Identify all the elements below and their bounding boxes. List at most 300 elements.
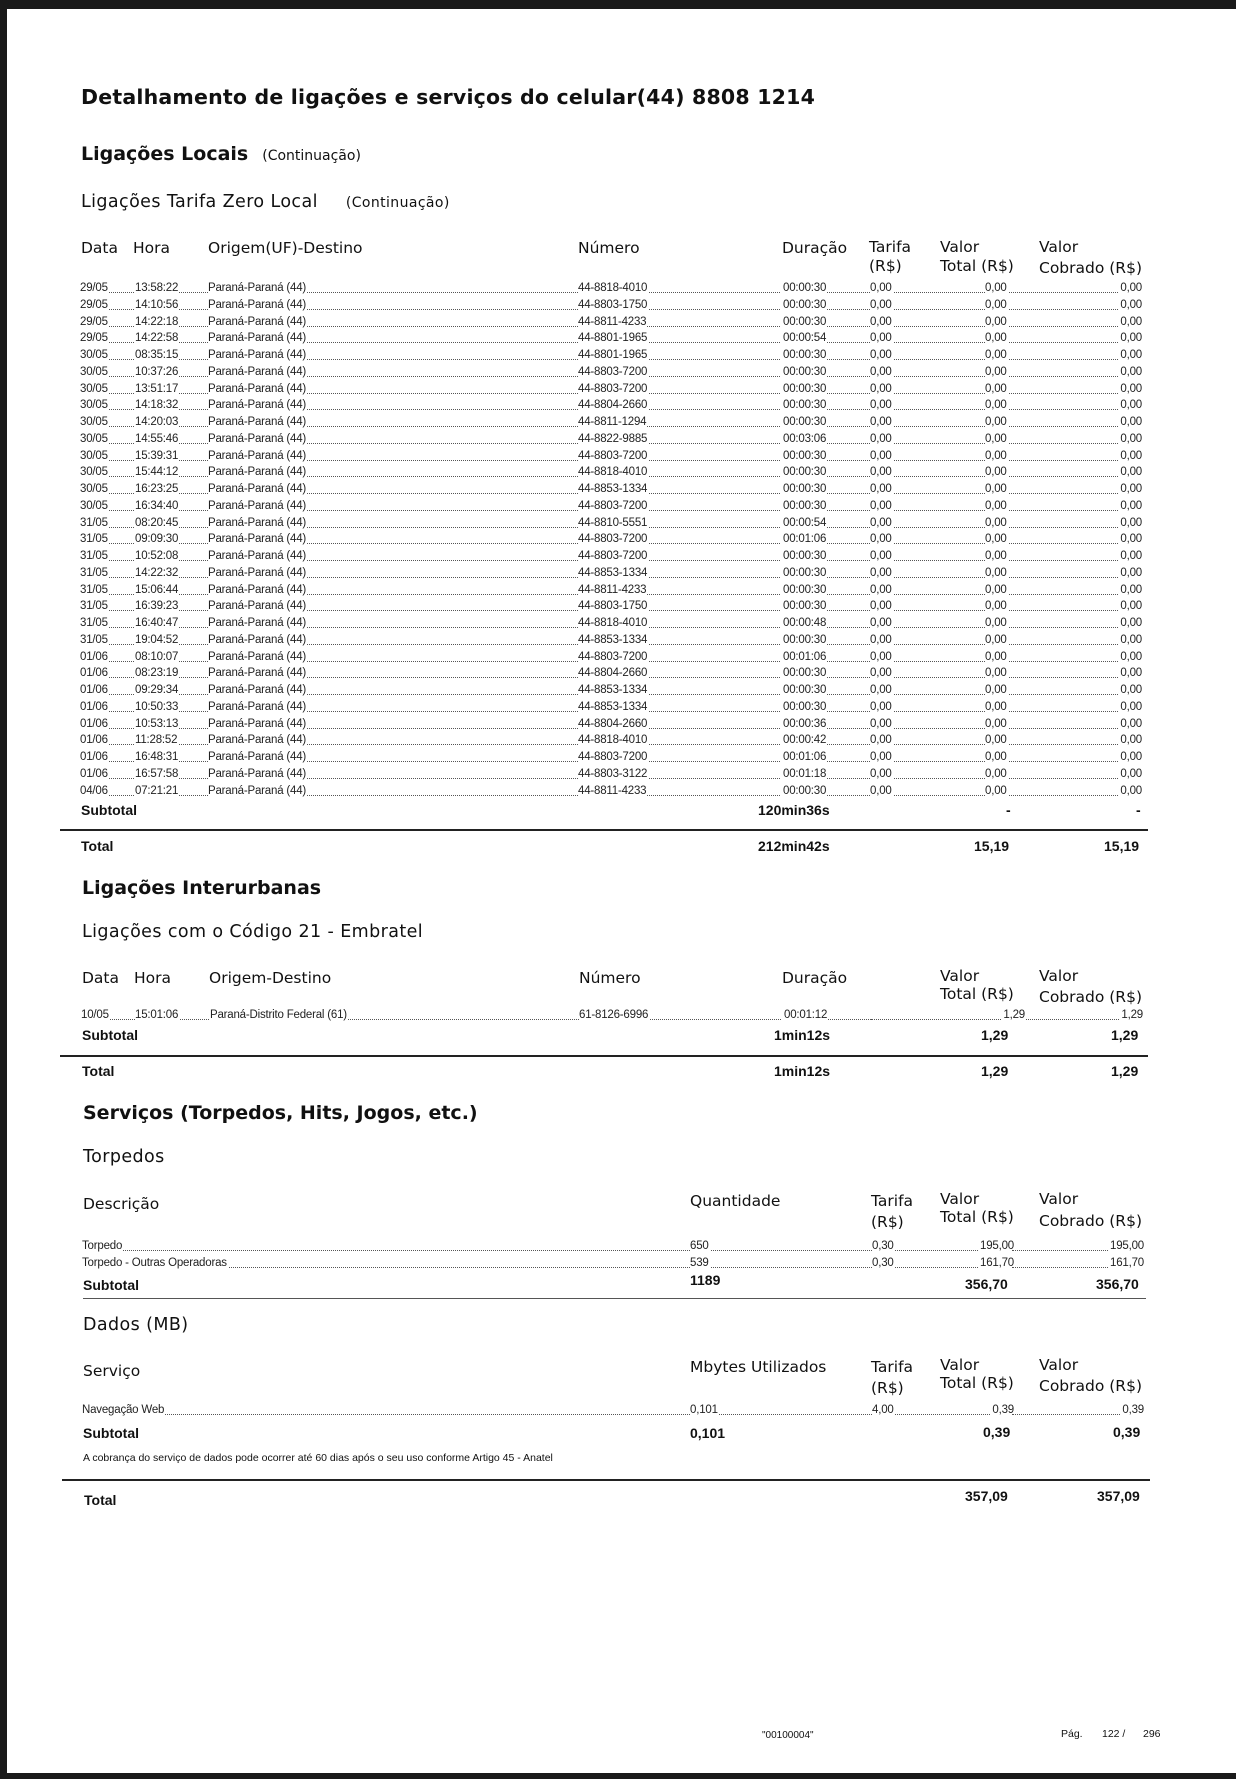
call-time: 14:22:58 <box>135 332 179 345</box>
call-origin-dest: Paraná-Paraná (44) <box>208 416 307 428</box>
call-tarifa: 0,00 <box>870 449 892 462</box>
torpedos-header-valor-total: Valor <box>940 1190 980 1208</box>
call-date: 30/05 <box>80 399 108 412</box>
torpedos-header-valor-cobrado-unit: Cobrado (R$) <box>1039 1212 1142 1230</box>
calls-row <box>80 347 1142 364</box>
header-duracao: Duração <box>782 239 848 257</box>
local-subtotal-valor-cobrado: - <box>1136 802 1141 818</box>
calls-row <box>80 481 1142 498</box>
call-number: 44-8803-7200 <box>578 550 648 562</box>
calls-row <box>80 515 1142 532</box>
call-number: 44-8822-9885 <box>578 432 648 445</box>
dados-note: A cobrança do serviço de dados pode ocorrer até 60 dias após o seu uso conforme Artigo 45 - Anatel <box>83 1452 553 1464</box>
dot-leader <box>135 694 600 695</box>
dot-leader <box>135 527 600 528</box>
call-valor-cobrado: 0,00 <box>1120 449 1142 462</box>
call-tarifa: 0,00 <box>870 483 892 495</box>
call-origin-dest: Paraná-Paraná (44) <box>208 365 307 378</box>
call-tarifa: 0,00 <box>870 566 892 579</box>
call-origin-dest: Paraná-Paraná (44) <box>208 533 307 546</box>
call-time: 14:22:18 <box>135 315 179 328</box>
call-origin-dest: Paraná-Paraná (44) <box>208 483 307 495</box>
call-origin-dest: Paraná-Paraná (44) <box>208 617 307 629</box>
call-tarifa: 0,00 <box>870 617 892 629</box>
dot-leader <box>135 594 600 595</box>
call-valor-cobrado: 0,00 <box>1120 315 1142 328</box>
call-time: 16:34:40 <box>135 499 179 512</box>
inter-header-duracao: Duração <box>782 969 848 987</box>
call-tarifa: 0,00 <box>870 349 892 361</box>
call-origin-dest: Paraná-Paraná (44) <box>208 566 307 579</box>
call-time: 09:09:30 <box>135 533 179 546</box>
call-number: 44-8804-2660 <box>578 717 648 730</box>
call-valor-total: 0,00 <box>985 516 1007 529</box>
call-valor-cobrado: 0,00 <box>1120 650 1142 663</box>
call-number: 44-8804-2660 <box>578 667 648 680</box>
call-date: 01/06 <box>80 767 108 780</box>
call-number: 44-8818-4010 <box>578 734 648 747</box>
call-date: 31/05 <box>80 583 108 596</box>
call-time: 10:53:13 <box>135 717 179 730</box>
call-origin-dest: Paraná-Paraná (44) <box>208 650 307 663</box>
call-number: 44-8803-7200 <box>578 650 648 663</box>
calls-row <box>80 732 1142 749</box>
call-valor-total: 0,00 <box>985 767 1007 780</box>
call-valor-cobrado: 0,00 <box>1120 382 1142 395</box>
inter-header-hora: Hora <box>134 969 172 987</box>
call-valor-total: 0,00 <box>985 432 1007 445</box>
dot-leader <box>135 1019 601 1020</box>
call-valor-cobrado: 0,00 <box>1120 416 1142 428</box>
call-time: 14:20:03 <box>135 416 179 428</box>
call-tarifa: 0,00 <box>870 466 892 479</box>
inter-header-valor-total: Valor <box>940 967 980 985</box>
dados-header-valor-total-unit: Total (R$) <box>940 1374 1014 1392</box>
call-number: 44-8803-1750 <box>578 600 648 613</box>
call-duration: 00:00:30 <box>783 365 827 378</box>
calls-row <box>80 314 1142 331</box>
calls-row <box>80 632 1142 649</box>
call-tarifa: 0,00 <box>870 298 892 311</box>
call-valor-total: 0,00 <box>985 315 1007 328</box>
call-time: 14:55:46 <box>135 432 179 445</box>
calls-row <box>80 716 1142 733</box>
dot-leader <box>135 342 600 343</box>
call-tarifa: 0,00 <box>870 583 892 596</box>
call-number: 44-8803-7200 <box>578 365 648 378</box>
call-valor-cobrado: 0,00 <box>1120 617 1142 629</box>
call-valor-total: 0,00 <box>985 298 1007 311</box>
inter-total-valor-total: 1,29 <box>981 1063 1009 1079</box>
call-date: 30/05 <box>80 349 108 361</box>
call-tarifa: 0,00 <box>870 700 892 713</box>
calls-row <box>80 749 1142 766</box>
dot-leader <box>135 376 600 377</box>
dados-valor-cobrado: 0,39 <box>1122 1404 1144 1416</box>
call-valor-cobrado: 0,00 <box>1120 298 1142 311</box>
section-inter-title: Ligações Interurbanas <box>82 877 322 899</box>
call-number: 44-8853-1334 <box>578 633 648 646</box>
dot-leader <box>135 644 600 645</box>
section-services-title: Serviços (Torpedos, Hits, Jogos, etc.) <box>83 1102 478 1124</box>
calls-row <box>80 297 1142 314</box>
call-number: 44-8810-5551 <box>578 516 648 529</box>
inter-header-valor-total-unit: Total (R$) <box>940 985 1014 1003</box>
call-duration: 00:00:36 <box>783 717 827 730</box>
call-valor-cobrado: 0,00 <box>1120 332 1142 345</box>
call-valor-total: 0,00 <box>985 332 1007 345</box>
call-number: 44-8803-7200 <box>578 751 648 763</box>
call-origin-dest: Paraná-Paraná (44) <box>208 282 307 294</box>
call-duration: 00:00:54 <box>783 516 827 529</box>
dot-leader <box>135 560 600 561</box>
call-valor-cobrado: 0,00 <box>1120 784 1142 797</box>
calls-row <box>80 381 1142 398</box>
inter-header-numero: Número <box>579 969 641 987</box>
call-number: 44-8853-1334 <box>578 566 648 579</box>
call-date: 31/05 <box>80 633 108 646</box>
dados-header-servico: Serviço <box>83 1362 141 1380</box>
call-date: 01/06 <box>80 684 108 696</box>
local-subtotal-valor-total: - <box>1006 802 1011 818</box>
calls-row <box>80 498 1142 515</box>
call-origin-dest: Paraná-Paraná (44) <box>208 583 307 596</box>
inter-total-rule <box>60 1055 1148 1057</box>
call-duration: 00:00:30 <box>783 499 827 512</box>
call-date: 01/06 <box>80 700 108 713</box>
call-duration: 00:00:42 <box>783 734 827 747</box>
dot-leader <box>135 761 600 762</box>
dot-leader <box>135 577 600 578</box>
call-duration: 00:00:30 <box>783 382 827 395</box>
call-duration: 00:00:30 <box>783 416 827 428</box>
call-date: 30/05 <box>80 432 108 445</box>
call-time: 16:57:58 <box>135 767 179 780</box>
inter-header-data: Data <box>82 969 120 987</box>
call-valor-total: 0,00 <box>985 600 1007 613</box>
call-valor-cobrado: 0,00 <box>1120 282 1142 294</box>
inter-subtotal-valor-cobrado: 1,29 <box>1111 1027 1139 1043</box>
section-local-title <box>81 143 361 165</box>
call-tarifa: 0,00 <box>870 432 892 445</box>
call-valor-total: 0,00 <box>985 566 1007 579</box>
inter-total-valor-cobrado: 1,29 <box>1111 1063 1139 1079</box>
torpedo-valor-total: 161,70 <box>980 1256 1014 1269</box>
call-valor-cobrado: 0,00 <box>1120 365 1142 378</box>
call-valor-cobrado: 0,00 <box>1120 717 1142 730</box>
scan-border-left <box>0 0 7 1779</box>
call-valor-total: 0,00 <box>985 684 1007 696</box>
call-duration: 00:01:06 <box>783 751 827 763</box>
call-valor-cobrado: 0,00 <box>1120 432 1142 445</box>
call-date: 30/05 <box>80 499 108 512</box>
call-origin-dest: Paraná-Paraná (44) <box>208 550 307 562</box>
dot-leader <box>135 426 600 427</box>
dot-leader <box>135 543 600 544</box>
call-origin-dest: Paraná-Paraná (44) <box>208 600 307 613</box>
call-number: 44-8818-4010 <box>578 466 648 479</box>
call-duration: 00:00:30 <box>783 466 827 479</box>
call-duration: 00:00:30 <box>783 449 827 462</box>
call-tarifa: 0,00 <box>870 516 892 529</box>
call-number: 44-8804-2660 <box>578 399 648 412</box>
dot-leader <box>135 326 600 327</box>
call-valor-cobrado: 0,00 <box>1120 600 1142 613</box>
inter-origin-dest: Paraná-Distrito Federal (61) <box>210 1009 347 1021</box>
torpedos-header-valor-cobrado: Valor <box>1039 1190 1079 1208</box>
dot-leader <box>135 661 600 662</box>
inter-subtotal-valor-total: 1,29 <box>981 1027 1009 1043</box>
call-valor-total: 0,00 <box>985 751 1007 763</box>
call-tarifa: 0,00 <box>870 332 892 345</box>
call-origin-dest: Paraná-Paraná (44) <box>208 499 307 512</box>
call-duration: 00:01:18 <box>783 767 827 780</box>
call-tarifa: 0,00 <box>870 550 892 562</box>
header-valor-total-unit: Total (R$) <box>940 257 1014 275</box>
services-total-valor-total: 357,09 <box>965 1488 1008 1504</box>
call-origin-dest: Paraná-Paraná (44) <box>208 717 307 730</box>
torpedos-row <box>82 1238 1144 1255</box>
call-valor-total: 0,00 <box>985 449 1007 462</box>
inter-row <box>81 1007 1143 1024</box>
local-total-rule <box>60 829 1148 831</box>
services-total-label: Total <box>84 1492 117 1508</box>
call-tarifa: 0,00 <box>870 416 892 428</box>
dot-leader <box>135 778 600 779</box>
call-origin-dest: Paraná-Paraná (44) <box>208 449 307 462</box>
call-valor-total: 0,00 <box>985 784 1007 797</box>
call-origin-dest: Paraná-Paraná (44) <box>208 382 307 395</box>
dot-leader <box>690 1267 872 1268</box>
call-valor-total: 0,00 <box>985 717 1007 730</box>
call-valor-total: 0,00 <box>985 617 1007 629</box>
call-time: 13:51:17 <box>135 382 179 395</box>
inter-subtotal-label: Subtotal <box>82 1027 138 1043</box>
call-origin-dest: Paraná-Paraná (44) <box>208 633 307 646</box>
calls-row <box>80 548 1142 565</box>
call-duration: 00:00:30 <box>783 282 827 294</box>
call-valor-total: 0,00 <box>985 365 1007 378</box>
call-date: 01/06 <box>80 734 108 747</box>
call-date: 31/05 <box>80 617 108 629</box>
call-valor-cobrado: 0,00 <box>1120 516 1142 529</box>
call-duration: 00:00:30 <box>783 700 827 713</box>
torpedos-row <box>82 1255 1144 1272</box>
call-origin-dest: Paraná-Paraná (44) <box>208 332 307 345</box>
dot-leader <box>82 1414 690 1415</box>
torpedos-subtotal-rule <box>83 1298 1146 1299</box>
call-time: 16:23:25 <box>135 483 179 495</box>
call-valor-cobrado: 0,00 <box>1120 633 1142 646</box>
dados-tarifa: 4,00 <box>872 1404 894 1416</box>
inter-total-duracao: 1min12s <box>774 1063 831 1079</box>
call-valor-cobrado: 0,00 <box>1120 734 1142 747</box>
inter-header-origem: Origem-Destino <box>209 969 332 987</box>
call-origin-dest: Paraná-Paraná (44) <box>208 349 307 361</box>
calls-row <box>80 615 1142 632</box>
inter-header-valor-cobrado: Valor <box>1039 967 1079 985</box>
call-duration: 00:00:30 <box>783 349 827 361</box>
call-tarifa: 0,00 <box>870 667 892 680</box>
call-date: 31/05 <box>80 600 108 613</box>
inter-date: 10/05 <box>81 1009 109 1021</box>
call-number: 44-8803-3122 <box>578 767 648 780</box>
call-date: 04/06 <box>80 784 108 797</box>
call-duration: 00:00:30 <box>783 298 827 311</box>
call-duration: 00:03:06 <box>783 432 827 445</box>
torpedos-subtotal-label: Subtotal <box>83 1277 139 1293</box>
calls-row <box>80 364 1142 381</box>
call-duration: 00:00:30 <box>783 583 827 596</box>
call-valor-total: 0,00 <box>985 416 1007 428</box>
call-valor-total: 0,00 <box>985 734 1007 747</box>
call-valor-total: 0,00 <box>985 700 1007 713</box>
call-valor-cobrado: 0,00 <box>1120 466 1142 479</box>
call-tarifa: 0,00 <box>870 399 892 412</box>
call-valor-total: 0,00 <box>985 282 1007 294</box>
call-duration: 00:01:06 <box>783 650 827 663</box>
call-duration: 00:00:30 <box>783 600 827 613</box>
subsection-torpedos-title: Torpedos <box>83 1147 165 1167</box>
call-duration: 00:00:54 <box>783 332 827 345</box>
call-valor-cobrado: 0,00 <box>1120 550 1142 562</box>
call-origin-dest: Paraná-Paraná (44) <box>208 466 307 479</box>
subsection-zero-title <box>81 192 450 212</box>
call-valor-cobrado: 0,00 <box>1120 583 1142 596</box>
call-date: 29/05 <box>80 282 108 294</box>
call-time: 10:37:26 <box>135 365 179 378</box>
torpedos-subtotal-quantidade: 1189 <box>690 1272 721 1288</box>
call-valor-total: 0,00 <box>985 466 1007 479</box>
call-origin-dest: Paraná-Paraná (44) <box>208 432 307 445</box>
call-duration: 00:00:30 <box>783 399 827 412</box>
calls-row <box>80 598 1142 615</box>
call-valor-cobrado: 0,00 <box>1120 533 1142 546</box>
call-valor-cobrado: 0,00 <box>1120 483 1142 495</box>
call-valor-cobrado: 0,00 <box>1120 349 1142 361</box>
call-date: 30/05 <box>80 365 108 378</box>
call-time: 15:39:31 <box>135 449 179 462</box>
call-date: 01/06 <box>80 717 108 730</box>
dados-subtotal-valor-total: 0,39 <box>983 1424 1011 1440</box>
call-valor-total: 0,00 <box>985 399 1007 412</box>
call-valor-total: 0,00 <box>985 382 1007 395</box>
call-tarifa: 0,00 <box>870 315 892 328</box>
call-time: 08:20:45 <box>135 516 179 529</box>
call-date: 31/05 <box>80 516 108 529</box>
footer-page-num: 122 / <box>1102 1728 1126 1740</box>
header-data: Data <box>81 239 119 257</box>
dot-leader <box>135 292 600 293</box>
header-origem: Origem(UF)-Destino <box>208 239 363 257</box>
call-number: 44-8811-1294 <box>578 416 647 428</box>
torpedos-header-tarifa: Tarifa <box>871 1192 914 1210</box>
call-time: 10:52:08 <box>135 550 179 562</box>
call-origin-dest: Paraná-Paraná (44) <box>208 767 307 780</box>
calls-row <box>80 766 1142 783</box>
calls-row <box>80 783 1142 800</box>
call-time: 08:10:07 <box>135 650 179 663</box>
inter-header-valor-cobrado-unit: Cobrado (R$) <box>1039 988 1142 1006</box>
inter-valor-total: 1,29 <box>1003 1009 1025 1021</box>
call-tarifa: 0,00 <box>870 717 892 730</box>
torpedos-header-valor-total-unit: Total (R$) <box>940 1208 1014 1226</box>
call-origin-dest: Paraná-Paraná (44) <box>208 667 307 680</box>
call-number: 44-8853-1334 <box>578 700 648 713</box>
calls-row <box>80 448 1142 465</box>
call-time: 09:29:34 <box>135 684 179 696</box>
call-number: 44-8818-4010 <box>578 282 648 294</box>
calls-row <box>80 649 1142 666</box>
call-time: 08:23:19 <box>135 667 179 680</box>
call-tarifa: 0,00 <box>870 751 892 763</box>
dot-leader <box>135 510 600 511</box>
call-valor-cobrado: 0,00 <box>1120 767 1142 780</box>
call-duration: 00:00:30 <box>783 633 827 646</box>
scan-border-bottom <box>0 1773 1236 1779</box>
call-tarifa: 0,00 <box>870 382 892 395</box>
torpedos-header-descricao: Descrição <box>83 1195 160 1213</box>
header-valor-total: Valor <box>940 238 980 256</box>
call-tarifa: 0,00 <box>870 499 892 512</box>
call-number: 44-8803-7200 <box>578 449 648 462</box>
call-valor-total: 0,00 <box>985 499 1007 512</box>
call-number: 44-8803-1750 <box>578 298 648 311</box>
call-time: 16:39:23 <box>135 600 179 613</box>
dot-leader <box>135 493 600 494</box>
header-valor-cobrado: Valor <box>1039 238 1079 256</box>
call-date: 29/05 <box>80 332 108 345</box>
section-local-cont: (Continuação) <box>262 148 361 164</box>
call-tarifa: 0,00 <box>870 650 892 663</box>
page-title: Detalhamento de ligações e serviços do celular(44) 8808 1214 <box>81 85 816 109</box>
dados-subtotal-mbytes: 0,101 <box>690 1425 726 1441</box>
call-origin-dest: Paraná-Paraná (44) <box>208 684 307 696</box>
call-number: 44-8803-7200 <box>578 382 648 395</box>
call-number: 44-8803-7200 <box>578 533 648 546</box>
call-valor-total: 0,00 <box>985 583 1007 596</box>
call-date: 30/05 <box>80 449 108 462</box>
torpedo-valor-cobrado: 195,00 <box>1110 1240 1144 1252</box>
call-valor-cobrado: 0,00 <box>1120 499 1142 512</box>
call-origin-dest: Paraná-Paraná (44) <box>208 784 307 797</box>
call-date: 30/05 <box>80 382 108 395</box>
call-time: 16:40:47 <box>135 617 179 629</box>
call-tarifa: 0,00 <box>870 633 892 646</box>
call-tarifa: 0,00 <box>870 365 892 378</box>
call-valor-total: 0,00 <box>985 349 1007 361</box>
call-valor-cobrado: 0,00 <box>1120 751 1142 763</box>
call-date: 01/06 <box>80 751 108 763</box>
call-number: 44-8818-4010 <box>578 617 648 629</box>
header-tarifa: Tarifa <box>869 238 912 256</box>
torpedo-tarifa: 0,30 <box>872 1240 894 1252</box>
dados-header-tarifa-unit: (R$) <box>871 1379 904 1397</box>
dados-header-valor-total: Valor <box>940 1356 980 1374</box>
subsection-dados-title: Dados (MB) <box>83 1315 189 1335</box>
dot-leader <box>690 1250 872 1251</box>
calls-row <box>80 682 1142 699</box>
dot-leader <box>135 393 600 394</box>
call-duration: 00:00:30 <box>783 550 827 562</box>
dot-leader <box>135 610 600 611</box>
call-tarifa: 0,00 <box>870 282 892 294</box>
services-total-rule <box>62 1479 1150 1481</box>
dados-header-valor-cobrado-unit: Cobrado (R$) <box>1039 1377 1142 1395</box>
call-valor-cobrado: 0,00 <box>1120 667 1142 680</box>
torpedo-quantidade: 539 <box>690 1256 709 1269</box>
calls-row <box>80 330 1142 347</box>
